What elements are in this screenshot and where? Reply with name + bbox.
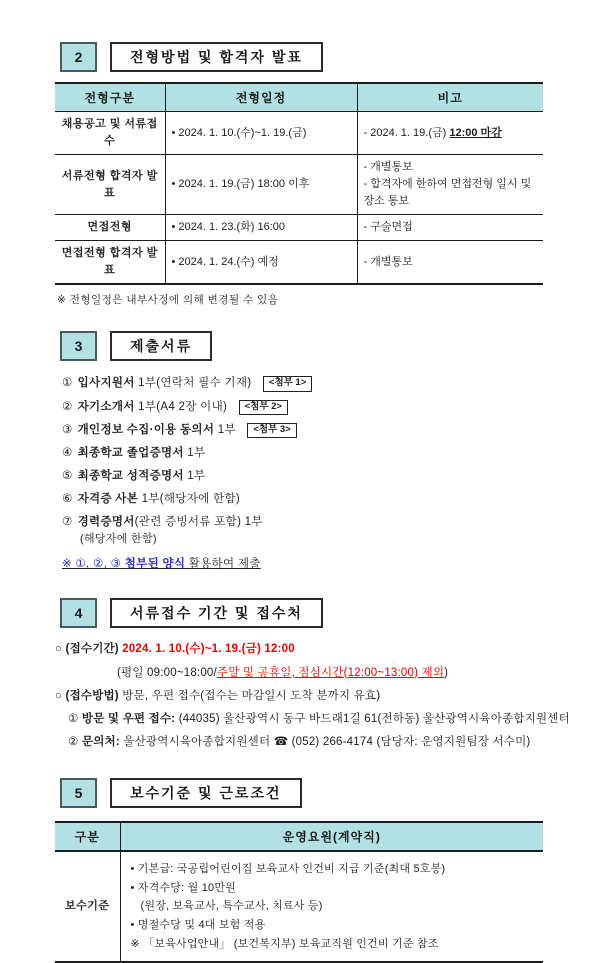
column-header-category: 전형구분 <box>55 83 165 112</box>
section-5-header <box>60 778 600 808</box>
row-schedule: • 2024. 1. 10.(수)~1. 19.(금) <box>165 112 357 155</box>
list-item: ④ 최종학교 졸업증명서 1부 <box>62 447 206 460</box>
section-2-title: 전형방법 및 합격자 발표 <box>110 42 323 72</box>
row-category: 서류전형 합격자 발표 <box>55 155 165 215</box>
section-4-number-badge: 4 <box>60 598 97 628</box>
row-remark: - 개별통보 <box>357 241 543 285</box>
contact-line: ② 문의처: 울산광역시육아종합지원센터 ☎ (052) 266-4174 (담당자: 운영지원팀장 서수미) <box>68 735 531 748</box>
list-item: ① 입사지원서 1부(연락처 필수 기재) <첨부 1> <box>62 376 600 391</box>
selection-schedule-table <box>55 82 543 285</box>
reception-info-block <box>55 641 600 749</box>
row-category: 채용공고 및 서류접수 <box>55 112 165 155</box>
section-3-number-badge: 3 <box>60 331 97 361</box>
row-remark: - 구술면접 <box>357 215 543 241</box>
row-remark: - 개별통보 - 합격자에 한하여 면접전형 일시 및 장소 통보 <box>357 155 543 215</box>
reception-period-dates: 2024. 1. 10.(수)~1. 19.(금) 12:00 <box>118 643 295 656</box>
table-header-row <box>55 83 543 112</box>
section-2-header <box>60 42 600 72</box>
column-header-position: 운영요원(계약직) <box>120 822 543 851</box>
section-5-number-badge: 5 <box>60 778 97 808</box>
row-category: 면접전형 합격자 발표 <box>55 241 165 285</box>
attachment-tag: <첨부 2> <box>239 400 288 415</box>
pay-standard-details: • 기본급: 국공립어린이집 보육교사 인건비 지급 기준(최대 5호봉) • 자격수당: 월 10만원 (원장, 보육교사, 특수교사, 치료사 등) • 명절수당 및 4대 보험 적용 ※ 「보육사업안내」 (보건복지부) 보육교직원 인건비 기준 참조 <box>120 851 543 962</box>
row-schedule: • 2024. 1. 23.(화) 16:00 <box>165 215 357 241</box>
row-schedule: • 2024. 1. 24.(수) 예정 <box>165 241 357 285</box>
table-row <box>55 155 543 215</box>
table-row <box>55 241 543 285</box>
schedule-footnote: ※ 전형일정은 내부사정에 의해 변경될 수 있음 <box>57 294 279 307</box>
row-label-pay-standard: 보수기준 <box>55 851 120 962</box>
column-header-schedule: 전형일정 <box>165 83 357 112</box>
reception-method-line: ○ (접수방법) 방문, 우편 접수(접수는 마감일시 도착 분까지 유효) <box>55 689 381 702</box>
list-item: ③ 개인정보 수집·이용 동의서 1부 <첨부 3> <box>62 423 600 438</box>
attachment-tag: <첨부 3> <box>247 423 296 438</box>
phone-icon: ☎ <box>273 735 289 748</box>
column-header-category: 구분 <box>55 822 120 851</box>
list-item: ⑦ 경력증명서(관련 증빙서류 포함) 1부 (해당자에 한함) <box>62 515 600 546</box>
section-4-header <box>60 598 600 628</box>
section-3-title: 제출서류 <box>110 331 212 361</box>
reception-hours-line: (평일 09:00~18:00/주말 및 공휴일, 점심시간(12:00~13:00) 제외) <box>117 666 449 679</box>
row-remark: - 2024. 1. 19.(금) 12:00 마감 <box>357 112 543 155</box>
section-5-title: 보수기준 및 근로조건 <box>110 778 302 808</box>
pay-conditions-table <box>55 821 543 963</box>
section-4-title: 서류접수 기간 및 접수처 <box>110 598 323 628</box>
list-item: ⑤ 최종학교 성적증명서 1부 <box>62 470 206 483</box>
list-item-continuation: (해당자에 한함) <box>80 533 157 546</box>
submission-documents-list <box>62 376 600 571</box>
list-item: ② 자기소개서 1부(A4 2장 이내) <첨부 2> <box>62 400 600 415</box>
reception-period-line: ○ (접수기간) 2024. 1. 10.(수)~1. 19.(금) 12:00 <box>55 643 295 656</box>
excluded-times: 주말 및 공휴일, 점심시간(12:00~13:00) 제외 <box>216 666 445 679</box>
row-category: 면접전형 <box>55 215 165 241</box>
attached-form-emphasis: 첨부된 양식 <box>124 558 186 571</box>
table-header-row <box>55 822 543 851</box>
section-3-header <box>60 331 600 361</box>
list-item: ⑥ 자격증 사본 1부(해당자에 한함) <box>62 493 240 506</box>
attachment-tag: <첨부 1> <box>263 376 312 391</box>
table-row <box>55 112 543 155</box>
submission-note: ※ ①, ②, ③ 첨부된 양식 활용하여 제출 <box>62 558 261 571</box>
deadline-emphasis: 12:00 마감 <box>449 126 502 139</box>
section-2-number-badge: 2 <box>60 42 97 72</box>
row-schedule: • 2024. 1. 19.(금) 18:00 이후 <box>165 155 357 215</box>
visit-mail-address-line: ① 방문 및 우편 접수: (44035) 울산광역시 동구 바드래1길 61(전하동) 울산광역시육아종합지원센터 <box>68 712 570 725</box>
column-header-remark: 비고 <box>357 83 543 112</box>
table-row <box>55 215 543 241</box>
table-row <box>55 851 543 962</box>
